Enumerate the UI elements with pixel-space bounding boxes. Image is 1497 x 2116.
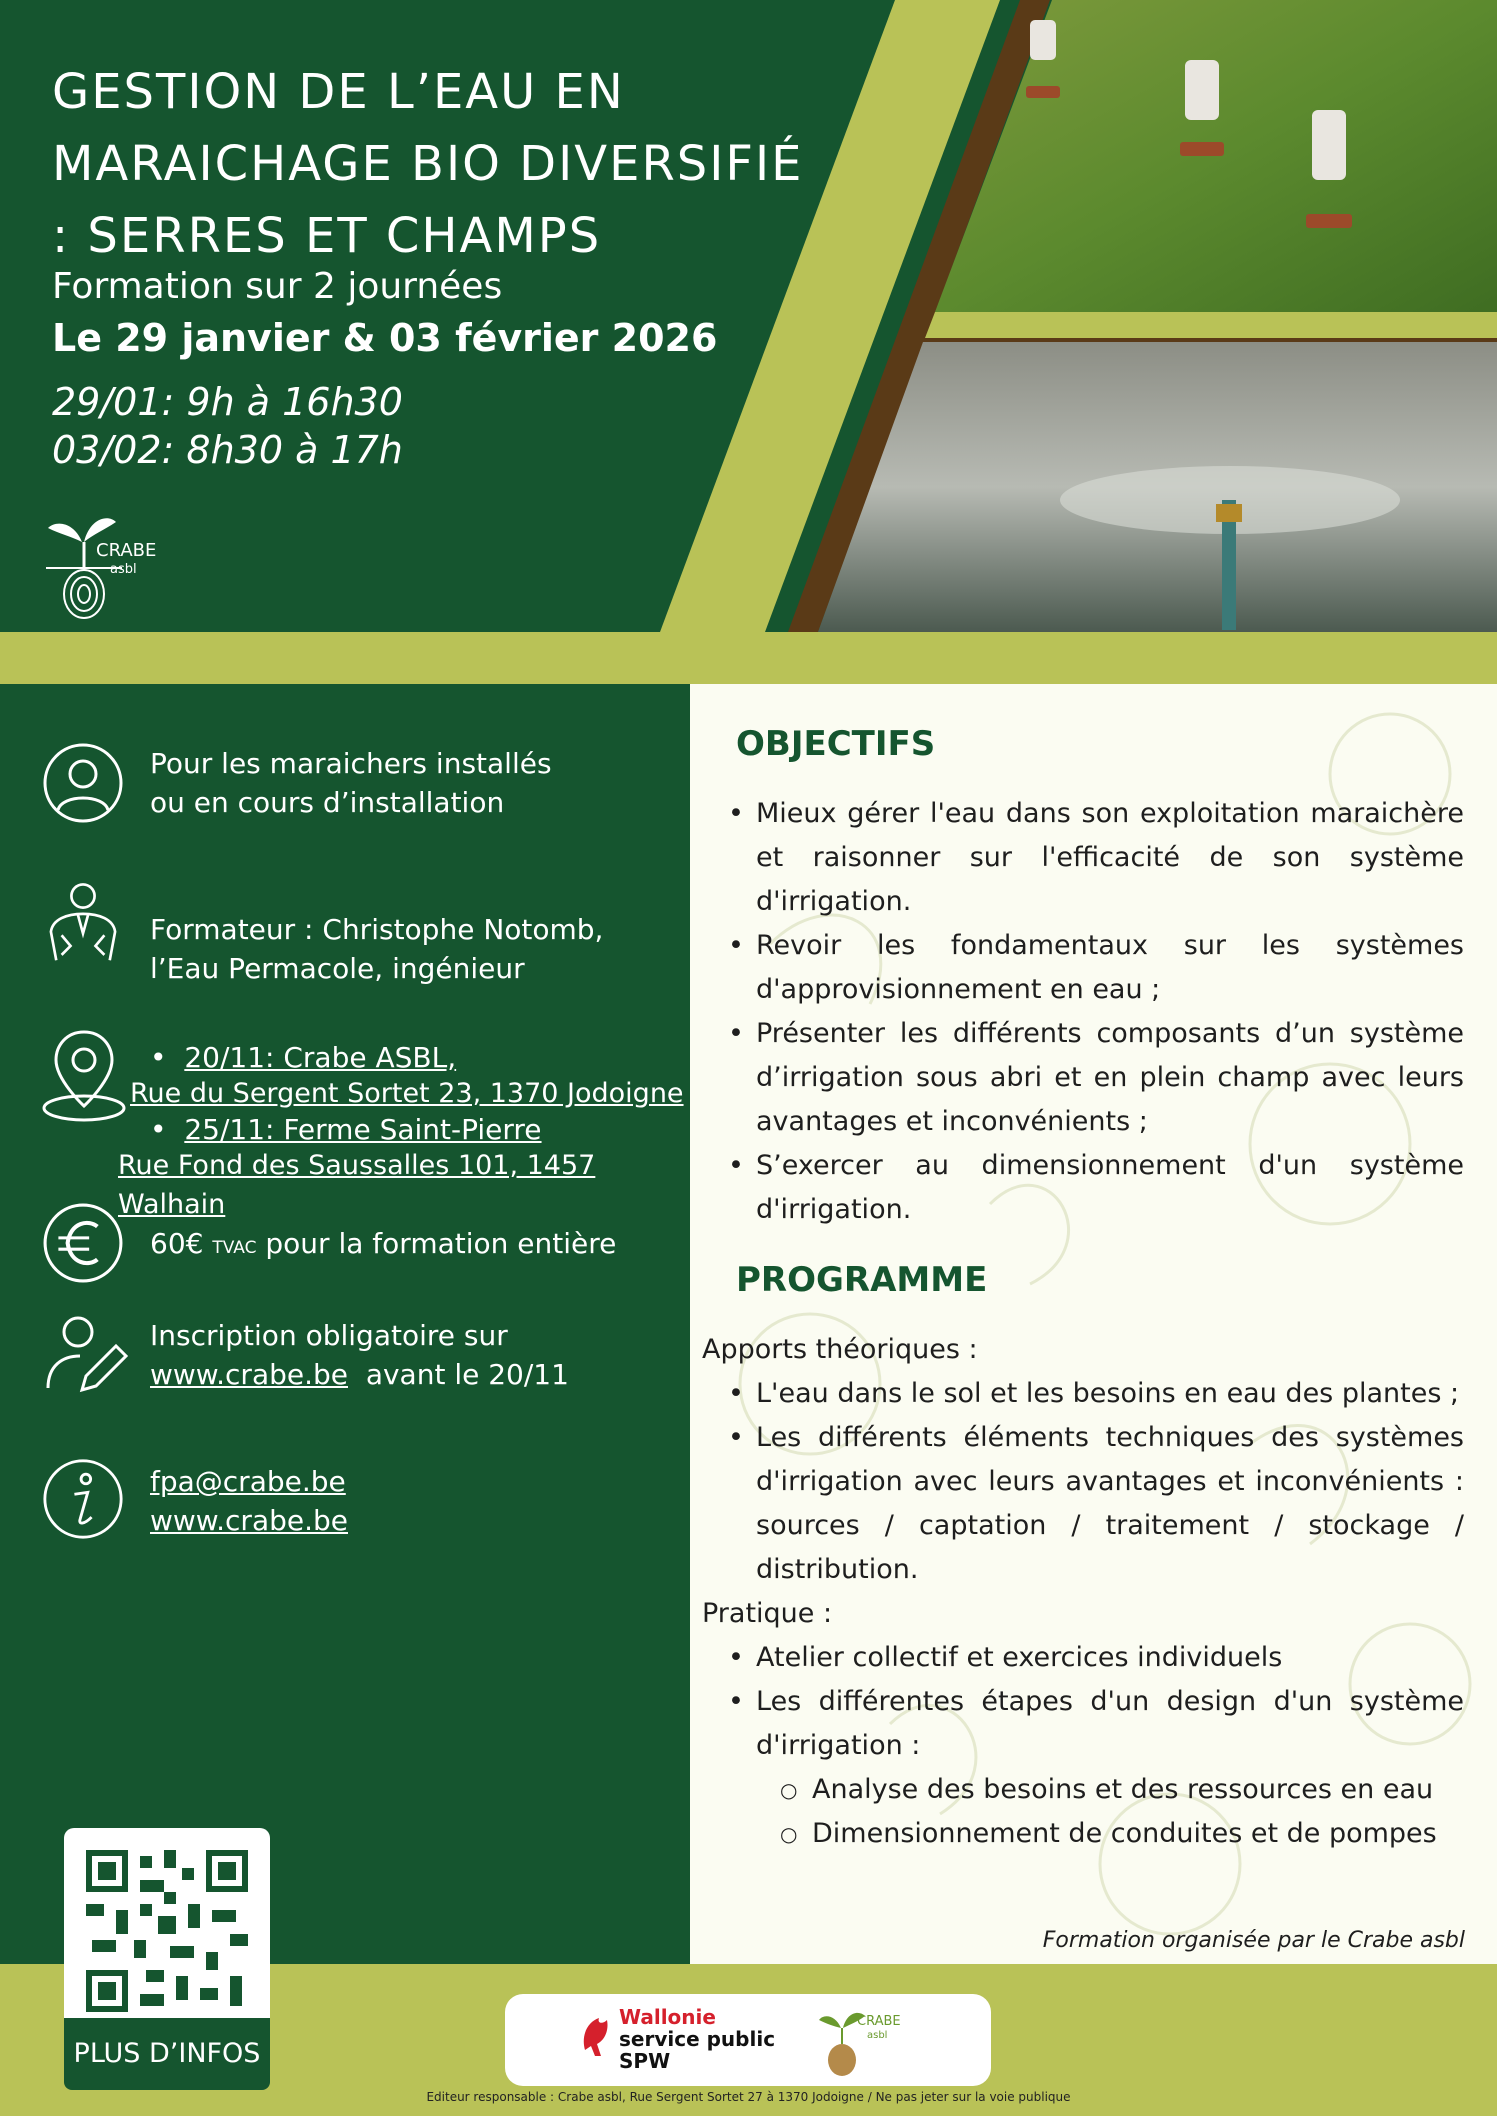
editor-notice: Editeur responsable : Crabe asbl, Rue Sergent Sortet 27 à 1370 Jodoigne / Ne pas jeter sur la voie publique — [426, 2090, 1071, 2104]
registration-pen-icon — [42, 1310, 128, 1396]
logo-sub: asbl — [110, 562, 137, 577]
audience-text — [150, 744, 552, 822]
location-1-title: 20/11: Crabe ASBL, — [184, 1041, 457, 1074]
info-panel — [0, 684, 690, 1964]
wallonie-line-1: Wallonie — [619, 2005, 716, 2029]
objectives-list — [704, 792, 1464, 1232]
location-pin-icon — [40, 1024, 128, 1124]
crabe-partner-sub: asbl — [867, 2030, 888, 2041]
objective-item: • S’exercer au dimensionnement d'un système d'irrigation. — [756, 1144, 1464, 1232]
organizer-note: Formation organisée par le Crabe asbl — [1042, 1928, 1465, 1953]
location-1: • 20/11: Crabe ASBL, — [150, 1041, 457, 1074]
euro-icon — [42, 1202, 122, 1282]
practice-subitem: ○ Analyse des besoins et des ressources en eau — [812, 1768, 1464, 1812]
schedule-day-1: 29/01: 9h à 16h30 — [52, 380, 403, 424]
trainer-line-2: l’Eau Permacole, ingénieur — [150, 952, 525, 985]
practice-item: • Atelier collectif et exercices individuels — [756, 1636, 1464, 1680]
programme-title: PROGRAMME — [736, 1260, 988, 1300]
theory-label: Apports théoriques : — [702, 1334, 978, 1365]
crabe-logo — [44, 502, 174, 620]
title-line-3: : SERRES ET CHAMPS — [52, 208, 602, 264]
crabe-partner-name: CRABE — [857, 2014, 901, 2029]
separator-band — [0, 632, 1497, 684]
main-title — [52, 56, 872, 272]
schedule-day-2: 03/02: 8h30 à 17h — [52, 428, 403, 472]
contact-text — [150, 1462, 348, 1540]
registration-deadline: avant le 20/11 — [365, 1358, 569, 1391]
location-2-title: 25/11: Ferme Saint-Pierre — [184, 1113, 542, 1146]
location-2-address-link[interactable]: Rue Fond des Saussalles 101, 1457 Walhain — [118, 1150, 596, 1220]
price-description: pour la formation entière — [265, 1227, 617, 1260]
practice-item: • Les différentes étapes d'un design d'un système d'irrigation : — [756, 1680, 1464, 1768]
trainer-text — [150, 910, 603, 988]
wallonie-rooster-icon — [577, 2010, 615, 2058]
qr-code[interactable] — [64, 1828, 270, 2048]
contact-website-link[interactable]: www.crabe.be — [150, 1504, 348, 1537]
registration-link[interactable]: www.crabe.be — [150, 1358, 348, 1391]
title-line-2: MARAICHAGE BIO DIVERSIFIÉ — [52, 136, 804, 192]
practice-label: Pratique : — [702, 1598, 833, 1629]
programme-content — [702, 1328, 1464, 1856]
objective-item: • Présenter les différents composants d’un système d’irrigation sous abri et en plein champ avec leurs avantages et inconvénients ; — [756, 1012, 1464, 1144]
content-panel — [690, 684, 1497, 1964]
wallonie-line-2: service public — [619, 2027, 776, 2051]
header-banner — [0, 0, 1497, 632]
objective-item: • Mieux gérer l'eau dans son exploitation maraichère et raisonner sur l'efficacité de son système d'irrigation. — [756, 792, 1464, 924]
training-dates: Le 29 janvier & 03 février 2026 — [52, 316, 718, 360]
wallonie-logo-text — [619, 2006, 775, 2072]
registration-text — [150, 1316, 569, 1394]
partner-logos — [505, 1994, 991, 2086]
objectives-title: OBJECTIFS — [736, 724, 936, 764]
person-icon — [42, 742, 124, 824]
subtitle: Formation sur 2 journées — [52, 266, 503, 307]
qr-code-image — [86, 1850, 248, 2012]
trainer-line-1: Formateur : Christophe Notomb, — [150, 913, 604, 946]
more-info-label: PLUS D’INFOS — [64, 2018, 270, 2090]
location-2: • 25/11: Ferme Saint-Pierre — [150, 1113, 542, 1146]
sprout-icon — [44, 502, 124, 620]
logo-name: CRABE — [96, 540, 157, 561]
trainer-icon — [42, 880, 130, 972]
practice-subitem: ○ Dimensionnement de conduites et de pompes — [812, 1812, 1464, 1856]
theory-item: • Les différents éléments techniques des systèmes d'irrigation avec leurs avantages et inconvénients : sources / captation / traitement / stockage / distribution. — [756, 1416, 1464, 1592]
price-tax: TVAC — [212, 1238, 257, 1258]
wallonie-line-3: SPW — [619, 2049, 671, 2073]
title-line-1: GESTION DE L’EAU EN — [52, 64, 625, 120]
price-text — [150, 1224, 616, 1268]
registration-line-1: Inscription obligatoire sur — [150, 1319, 508, 1352]
contact-email-link[interactable]: fpa@crabe.be — [150, 1465, 346, 1498]
objective-item: • Revoir les fondamentaux sur les systèmes d'approvisionnement en eau ; — [756, 924, 1464, 1012]
audience-line-2: ou en cours d’installation — [150, 786, 505, 819]
price-amount: 60€ — [150, 1227, 204, 1260]
location-1-address-link[interactable]: Rue du Sergent Sortet 23, 1370 Jodoigne — [130, 1078, 684, 1109]
audience-line-1: Pour les maraichers installés — [150, 747, 552, 780]
theory-item: • L'eau dans le sol et les besoins en eau des plantes ; — [756, 1372, 1464, 1416]
info-icon — [42, 1458, 128, 1544]
